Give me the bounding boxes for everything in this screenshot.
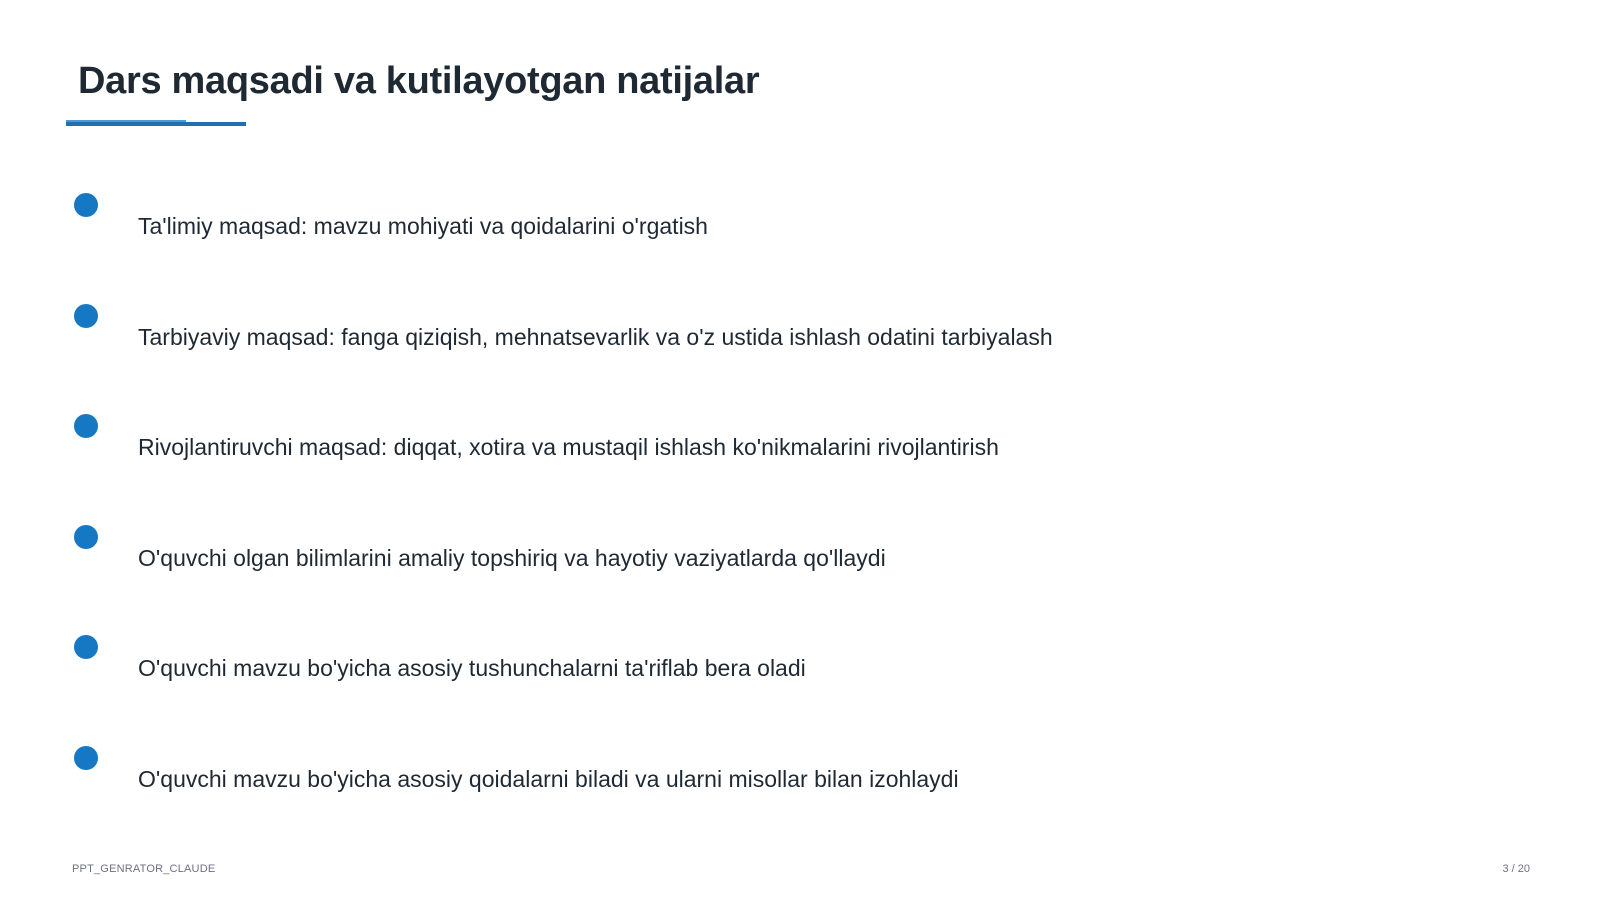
page-number: 3 / 20 — [1502, 863, 1530, 875]
bullet-dot-icon — [74, 304, 98, 328]
bullet-item — [0, 193, 1600, 273]
bullet-item — [0, 304, 1600, 384]
bullet-item — [0, 746, 1600, 826]
bullet-dot-icon — [74, 525, 98, 549]
bullet-item — [0, 525, 1600, 605]
bullet-text: Rivojlantiruvchi maqsad: diqqat, xotira va mustaqil ishlash ko'nikmalarini rivojlantirish — [138, 434, 999, 460]
footer-brand: PPT_GENRATOR_CLAUDE — [72, 863, 216, 875]
bullet-item — [0, 414, 1600, 494]
bullet-dot-icon — [74, 635, 98, 659]
bullet-dot-icon — [74, 414, 98, 438]
bullet-text: Tarbiyaviy maqsad: fanga qiziqish, mehnatsevarlik va o'z ustida ishlash odatini tarbiyalash — [138, 324, 1053, 350]
bullet-item — [0, 635, 1600, 715]
bullet-text: Ta'limiy maqsad: mavzu mohiyati va qoidalarini o'rgatish — [138, 213, 708, 239]
bullet-dot-icon — [74, 746, 98, 770]
bullet-text: O'quvchi mavzu bo'yicha asosiy tushunchalarni ta'riflab bera oladi — [138, 655, 806, 681]
slide-title: Dars maqsadi va kutilayotgan natijalar — [78, 60, 760, 102]
bullet-text: O'quvchi mavzu bo'yicha asosiy qoidalarni biladi va ularni misollar bilan izohlaydi — [138, 766, 959, 792]
bullet-text: O'quvchi olgan bilimlarini amaliy topshiriq va hayotiy vaziyatlarda qo'llaydi — [138, 545, 886, 571]
bullet-dot-icon — [74, 193, 98, 217]
